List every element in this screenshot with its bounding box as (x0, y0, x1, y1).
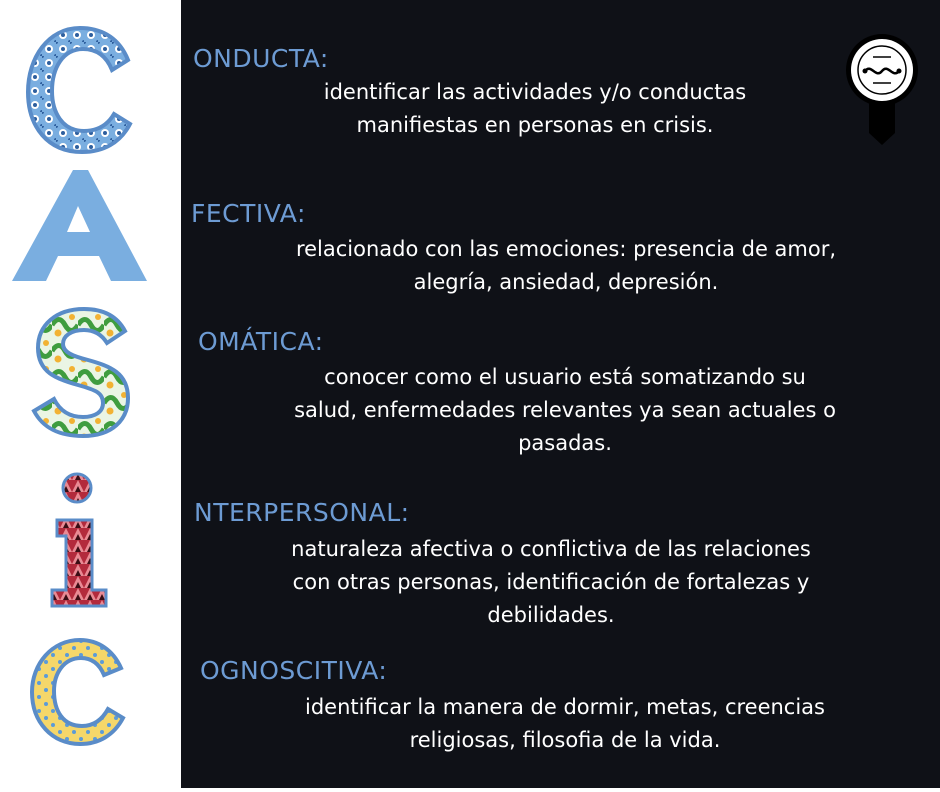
section-heading-interpersonal: NTERPERSONAL: (194, 498, 410, 527)
text-line: manifiestas en personas en crisis. (356, 113, 714, 137)
text-line: debilidades. (487, 603, 615, 627)
text-line: identificar las actividades y/o conductas (323, 80, 747, 104)
letter-c-top (28, 28, 130, 152)
section-text-afectiva (258, 233, 874, 299)
section-heading-cognoscitiva: OGNOSCITIVA: (200, 656, 388, 685)
section-text-cognoscitiva (270, 691, 860, 757)
text-line: alegría, ansiedad, depresión. (413, 270, 719, 294)
text-line: pasadas. (518, 431, 612, 455)
section-heading-somatica: OMÁTICA: (198, 327, 324, 356)
section-heading-afectiva: FECTIVA: (191, 199, 306, 228)
text-line: identificar la manera de dormir, metas, creencias (305, 695, 825, 719)
acrostic-letters (0, 0, 181, 788)
letter-a (12, 170, 147, 281)
organization-seal-icon (845, 33, 919, 145)
section-heading-conducta: ONDUCTA: (193, 44, 329, 73)
text-line: conocer como el usuario está somatizando su (324, 365, 806, 389)
section-text-somatica (262, 361, 868, 460)
section-text-interpersonal (258, 533, 844, 632)
text-line: con otras personas, identificación de fortalezas y (292, 570, 810, 594)
text-line: religiosas, filosofia de la vida. (409, 728, 721, 752)
text-line: naturaleza afectiva o conflictiva de las relaciones (291, 537, 811, 561)
letter-c-bottom (32, 640, 123, 744)
letter-i (52, 474, 106, 606)
text-line: salud, enfermedades relevantes ya sean actuales o (294, 398, 836, 422)
letter-s (34, 309, 128, 436)
decorative-letter-column (0, 0, 181, 788)
text-line: relacionado con las emociones: presencia de amor, (295, 237, 837, 261)
section-text-conducta (290, 76, 780, 142)
